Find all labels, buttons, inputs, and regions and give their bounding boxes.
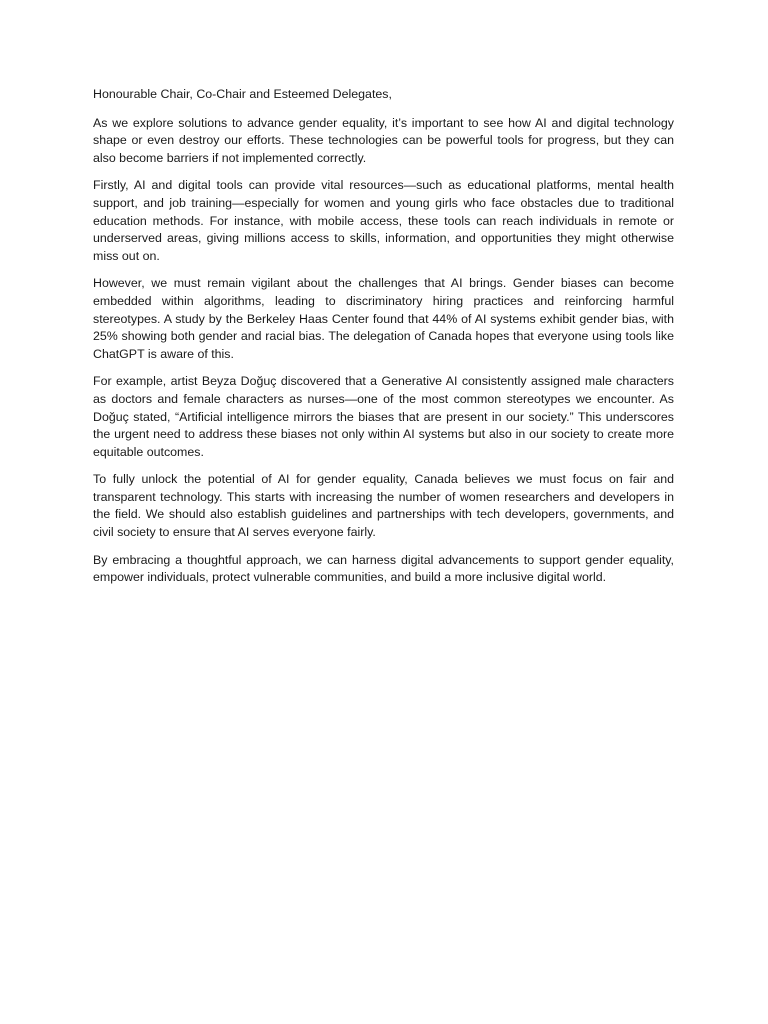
paragraph-intro: As we explore solutions to advance gender equality, it’s important to see how AI and digital technology shape or even destroy our efforts. These technologies can be powerful tools for progress, but they can also become barriers if not implemented correctly. <box>93 115 674 165</box>
paragraph-example: For example, artist Beyza Doğuç discovered that a Generative AI consistently assigned male characters as doctors and female characters as nurses—one of the most common stereotypes we encounter. As Doğuç stated, “Artificial intelligence mirrors the biases that are present in our society.” This underscores the urgent need to address these biases not only within AI systems but also in our society to create more equitable outcomes. <box>93 374 674 459</box>
paragraph-benefits: Firstly, AI and digital tools can provide vital resources—such as educational platforms, mental health support, and job training—especially for women and young girls who face obstacles due to traditional education methods. For instance, with mobile access, these tools can reach individuals in remote or underserved areas, giving millions access to skills, information, and opportunities they might otherwise miss out on. <box>93 178 674 263</box>
paragraph-conclusion: By embracing a thoughtful approach, we can harness digital advancements to support gender equality, empower individuals, protect vulnerable communities, and build a more inclusive digital world. <box>93 552 674 585</box>
paragraph-challenges: However, we must remain vigilant about the challenges that AI brings. Gender biases can become embedded within algorithms, leading to discriminatory hiring practices and reinforcing harmful stereotypes. A study by the Berkeley Haas Center found that 44% of AI systems exhibit gender bias, with 25% showing both gender and racial bias. The delegation of Canada hopes that everyone using tools like ChatGPT is aware of this. <box>93 276 674 361</box>
paragraph-recommendations: To fully unlock the potential of AI for gender equality, Canada believes we must focus on fair and transparent technology. This starts with increasing the number of women researchers and developers in the field. We should also establish guidelines and partnerships with tech developers, governments, and civil society to ensure that AI serves everyone fairly. <box>93 472 674 540</box>
salutation: Honourable Chair, Co-Chair and Esteemed Delegates, <box>93 87 392 101</box>
document-body <box>93 86 674 597</box>
